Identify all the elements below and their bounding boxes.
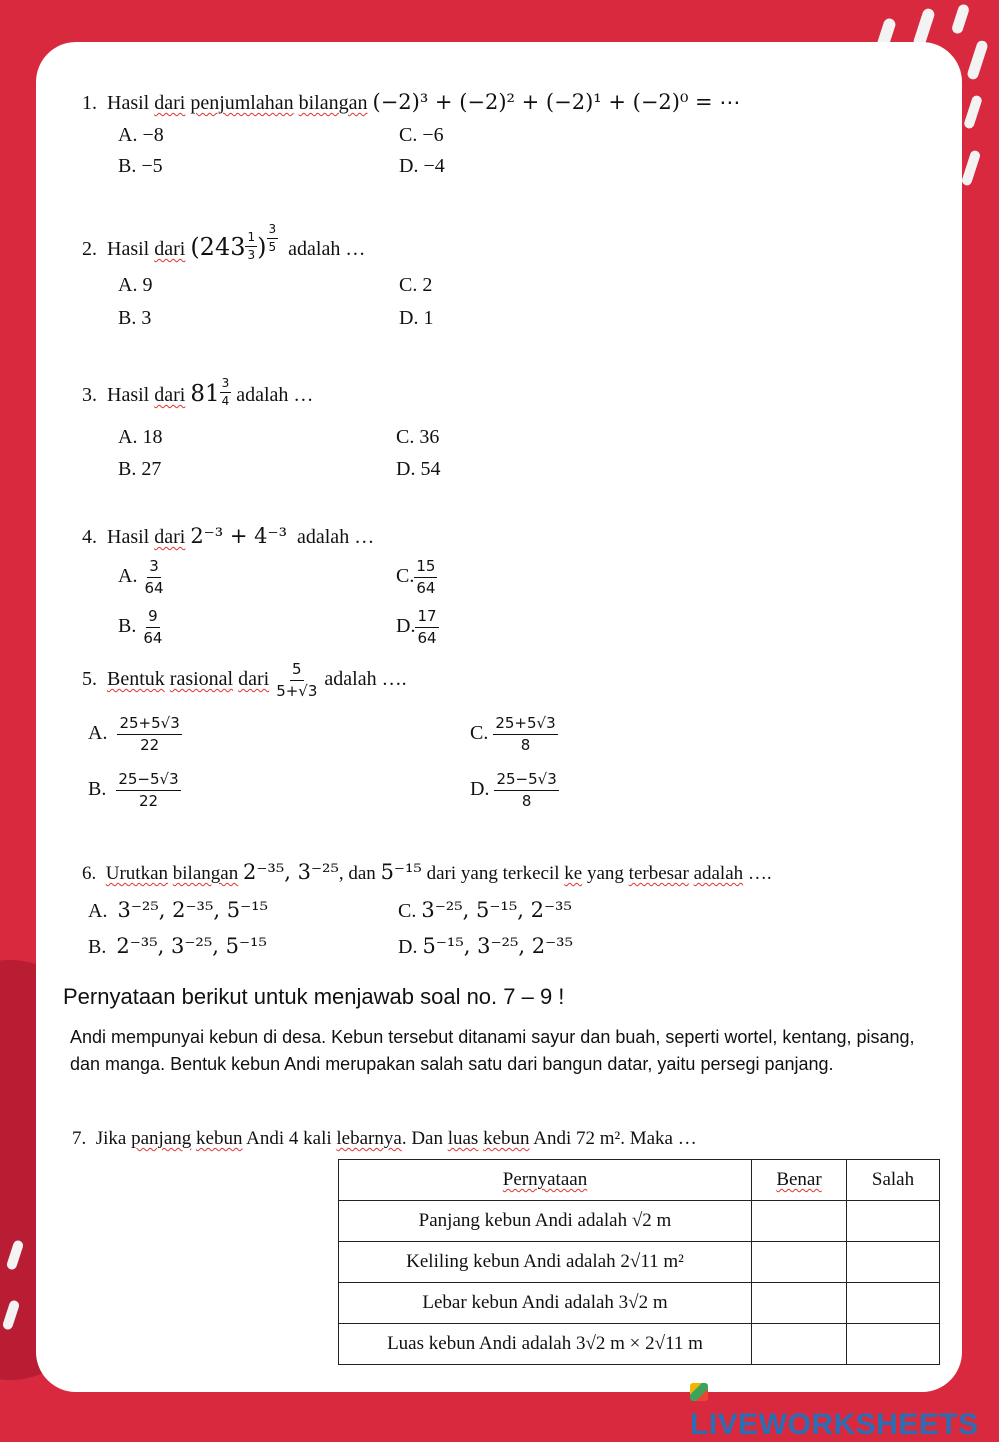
q4-option-a[interactable]: A. $\frac{3}{64}$: [118, 557, 164, 597]
q5-option-a[interactable]: A. $\frac{25+5√3}{22}$: [88, 714, 180, 754]
salah-checkbox-cell[interactable]: [847, 1201, 940, 1242]
question-1: 1. Hasil dari penjumlahan bilangan (−2)³ + (−2)² + (−2)¹ + (−2)⁰ = ⋯: [82, 90, 741, 114]
q4-expression: 2⁻³ + 4⁻³: [190, 524, 287, 548]
q3-expression: 81 $\frac{3}{4}$: [190, 376, 230, 408]
section-heading: Pernyataan berikut untuk menjawab soal no. 7 – 9 !: [63, 984, 565, 1009]
benar-checkbox-cell[interactable]: [752, 1283, 847, 1324]
q3-option-a[interactable]: A. 18: [118, 426, 163, 448]
q1-option-b[interactable]: B. −5: [118, 155, 163, 177]
statement-cell: Luas kebun Andi adalah 3√2 m × 2√11 m: [339, 1324, 752, 1365]
q5-fraction: $\frac{5}{5+√3}$: [276, 660, 318, 700]
logo-icon: [690, 1383, 708, 1401]
header-benar: Benar: [752, 1160, 847, 1201]
question-6: 6. Urutkan bilangan 2⁻³⁵, 3⁻²⁵, dan 5⁻¹⁵ dari yang terkecil ke yang terbesar adalah ….: [82, 860, 772, 884]
q2-expression: (243 $\frac{1}{3}$ ) $\frac{3}{5}$: [190, 222, 277, 262]
table-row: [339, 1201, 940, 1242]
q4-option-b[interactable]: B. $\frac{9}{64}$: [118, 607, 163, 647]
statement-cell: Keliling kebun Andi adalah 2√11 m²: [339, 1242, 752, 1283]
q3-option-d[interactable]: D. 54: [396, 458, 441, 480]
q4-option-d[interactable]: D. $\frac{17}{64}$: [396, 607, 437, 647]
question-4: 4. Hasil dari 2⁻³ + 4⁻³ adalah …: [82, 524, 375, 548]
q3-option-c[interactable]: C. 36: [396, 426, 440, 448]
question-5: 5. Bentuk rasional dari $\frac{5}{5+√3}$ adalah ….: [82, 660, 407, 700]
salah-checkbox-cell[interactable]: [847, 1242, 940, 1283]
q6-option-c[interactable]: C. 3⁻²⁵, 5⁻¹⁵, 2⁻³⁵: [398, 898, 572, 922]
question-7: 7. Jika panjang kebun Andi 4 kali lebarnya. Dan luas kebun Andi 72 m². Maka …: [72, 1128, 697, 1149]
header-salah: Salah: [847, 1160, 940, 1201]
table-row: [339, 1242, 940, 1283]
q4-option-c[interactable]: C. $\frac{15}{64}$: [396, 557, 436, 597]
table-row: [339, 1283, 940, 1324]
question-2: 2. Hasil dari (243 $\frac{1}{3}$ ) $\frac{3}{5}$ adalah …: [82, 222, 366, 262]
statement-table: [338, 1159, 940, 1365]
header-pernyataan: Pernyataan: [339, 1160, 752, 1201]
q2-option-c[interactable]: C. 2: [399, 274, 433, 296]
q1-expression: (−2)³ + (−2)² + (−2)¹ + (−2)⁰ = ⋯: [372, 90, 741, 114]
context-paragraph: Andi mempunyai kebun di desa. Kebun tersebut ditanami sayur dan buah, seperti wortel, kentang, pisang, dan manga. Bentuk kebun Andi merupakan salah satu dari bangun datar, yaitu persegi panjang.: [70, 1027, 915, 1074]
statement-cell: Lebar kebun Andi adalah 3√2 m: [339, 1283, 752, 1324]
decor-stroke: [963, 94, 983, 129]
q1-option-c[interactable]: C. −6: [399, 124, 444, 146]
q1-option-a[interactable]: A. −8: [118, 124, 164, 146]
q2-option-b[interactable]: B. 3: [118, 307, 152, 329]
q2-option-a[interactable]: A. 9: [118, 274, 153, 296]
q6-option-b[interactable]: B. 2⁻³⁵, 3⁻²⁵, 5⁻¹⁵: [88, 934, 267, 958]
q5-option-d[interactable]: D. $\frac{25-5√3}{8}$: [470, 770, 557, 810]
q1-option-d[interactable]: D. −4: [399, 155, 445, 177]
decor-stroke: [951, 3, 971, 35]
question-3: 3. Hasil dari 81 $\frac{3}{4}$ adalah …: [82, 376, 314, 408]
worksheet-page: [36, 42, 962, 1392]
q5-option-b[interactable]: B. $\frac{25-5√3}{22}$: [88, 770, 179, 810]
q5-option-c[interactable]: C. $\frac{25+5√3}{8}$: [470, 714, 556, 754]
salah-checkbox-cell[interactable]: [847, 1283, 940, 1324]
salah-checkbox-cell[interactable]: [847, 1324, 940, 1365]
benar-checkbox-cell[interactable]: [752, 1324, 847, 1365]
q2-option-d[interactable]: D. 1: [399, 307, 434, 329]
decor-stroke: [966, 39, 989, 80]
table-row: [339, 1324, 940, 1365]
statement-cell: Panjang kebun Andi adalah √2 m: [339, 1201, 752, 1242]
q3-option-b[interactable]: B. 27: [118, 458, 162, 480]
q6-option-a[interactable]: A. 3⁻²⁵, 2⁻³⁵, 5⁻¹⁵: [88, 898, 269, 922]
q6-option-d[interactable]: D. 5⁻¹⁵, 3⁻²⁵, 2⁻³⁵: [398, 934, 574, 958]
liveworksheets-logo[interactable]: LIVEWORKSHEETS: [690, 1374, 999, 1442]
table-header-row: [339, 1160, 940, 1201]
decor-stroke: [961, 149, 982, 186]
benar-checkbox-cell[interactable]: [752, 1201, 847, 1242]
benar-checkbox-cell[interactable]: [752, 1242, 847, 1283]
